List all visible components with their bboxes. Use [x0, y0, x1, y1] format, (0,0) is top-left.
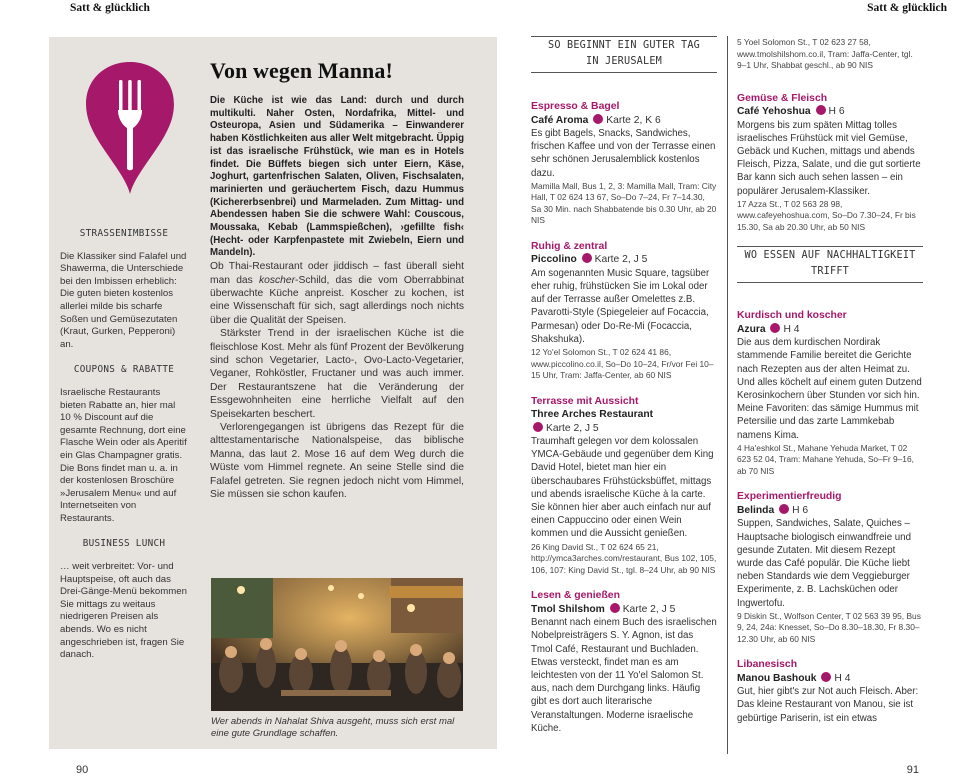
list-item [531, 240, 717, 382]
sidebar-text-coupons: Israelische Restaurants bieten Rabatte an, hier mal 10 % Discount auf die gesamte Rechnung, dort eine Flasche Wein oder als Aperitif ein Glas Champagner gratis. Die Bons findet man u. a. in der kostenlosen Broschüre »Jerusalem Menu« und auf Internetseiten von Restaurants. [60, 386, 187, 524]
article-lead: Die Küche ist wie das Land: durch und durch multikulti. Naher Osten, Nordafrika, Mittel- und Osteuropa, Asien und Südamerika – Einwanderer haben Köstlichkeiten aus aller Welt mitgebracht. Üppig ist das israelische Frühstück, wie man es in Hotels findet. Die Büffets biegen sich unter Eiern, Käse, Joghurt, gartenfrischen Salaten, Oliven, Fischsalaten, marinierten und geräuchertem Fisch, dazu Hummus (Kichererbsenbrei) und Marmeladen. Zum Mittag- und Abendessen haben Sie die schwere Wahl: Couscous, Moussaka, Kebab (Lammspießchen), ›gefillte fish‹ (Hecht- oder Karpfenpastete mit Zwiebeln, Eiern und Mandeln). [210, 95, 464, 259]
map-pin-icon [821, 672, 831, 682]
entry-description: Suppen, Sandwiches, Salate, Quiches – Hauptsache biologisch einwandfreie und gesunde Zutaten. Mit diesem Rezept wurde das Café populär. Die Küche liebt neben Standards wie dem Veggieburger Experimente, z. B. Lachsküchen oder Ingwertofu. [737, 518, 911, 609]
list-item [737, 92, 923, 234]
map-pin-icon [533, 422, 543, 432]
entry-description: Traumhaft gelegen vor dem kolossalen YMCA-Gebäude und gegenüber dem King David Hotel, bietet man hier ein überschaubares Frühstücksbüffet, mittags und abends israelische Küche à la carte. Sie können hier aber auch einfach nur auf einen Cappuccino oder einen Wein kommen und die Aussicht genießen. [531, 436, 714, 540]
running-header-right: Satt & glücklich [867, 2, 947, 14]
entry-category: Gemüse & Fleisch [737, 92, 828, 104]
entry-description: Gut, hier gibt's zur Not auch Fleisch. Aber: Das kleine Restaurant von Manou, sie ist gebürtige Pariserin, ist ein etwas [737, 686, 919, 724]
entry-category: Kurdisch und koscher [737, 310, 847, 322]
box-heading-sustainability: WO ESSEN AUF NACHHALTIGKEIT TRIFFT [737, 246, 923, 283]
list-item [737, 309, 923, 477]
entry-name-line: Café Yehoshua H 6 [737, 106, 845, 117]
map-pin-icon [779, 504, 789, 514]
running-header-left: Satt & glücklich [70, 2, 150, 14]
entry-category: Libanesisch [737, 659, 798, 671]
entry-address: 4 Ha'eshkol St., Mahane Yehuda Market, T 02 623 52 04, Tram: Mahane Yehuda, So–Fr 9–16, ab 70 NIS [737, 442, 914, 476]
box-heading-breakfast: SO BEGINNT EIN GUTER TAG IN JERUSALEM [531, 36, 717, 73]
entry-address: Mamilla Mall, Bus 1, 2, 3: Mamilla Mall, Tram: City Hall, T 02 624 13 67, So–Do 7–24, Fr 7–14.30, Sa 30 Min. nach Shabbatende bis 0.30 Uhr, ab 20 NIS [531, 180, 717, 226]
entry-name-line: Tmol Shilshom Karte 2, J 5 [531, 603, 676, 615]
list-item [737, 658, 923, 725]
entry-category: Terrasse mit Aussicht [531, 395, 639, 407]
article-paragraph-2: Stärkster Trend in der israelischen Küche ist die fleischlose Kost. Mehr als fünf Prozent der Bevölkerung sind schon Vegetarier, Lacto-, Ovo-Lacto-Vegetarier, Veganer, Rohköstler, Fructaner und was auch immer. Der Restaurantszene hat die Veränderung der Essgewohnheiten eine herrliche Vielfalt auf den Speisekarten beschert. [210, 328, 464, 420]
entry-description: Es gibt Bagels, Snacks, Sandwiches, frischen Kaffee und von der Terrasse einen sehr schönen Jerusalemblick kostenlos dazu. [531, 128, 716, 179]
entry-description: Benannt nach einem Buch des israelischen Nobelpreisträgers S. Y. Agnon, ist das Tmol Café, Restaurant und Buchladen. Etwas versteckt, findet man es am leichtesten von der 11 Yo'el Salomon St. aus, nach dem Durchgang links. Häufig gibt es dort auch literarische Veranstaltungen. Moderne israelische Küche. [531, 617, 717, 734]
sidebar-text-business-lunch: … weit verbreitet: Vor- und Hauptspeise, oft auch das Drei-Gänge-Menü bekommen Sie mittags zu weitaus niedrigeren Preisen als abends. Wo es nicht angeschrieben ist, fragen Sie danach. [60, 561, 187, 661]
entry-address: 17 Azza St., T 02 563 28 98, www.cafeyehoshua.com, So–Do 7.30–24, Fr bis 15.30, Sa ab 20.30 Uhr, ab 50 NIS [737, 198, 916, 232]
article [210, 58, 464, 501]
entry-map-line: Karte 2, J 5 [531, 422, 717, 436]
sidebar-heading-coupons: COUPONS & RABATTE [73, 364, 175, 376]
sidebar [60, 228, 188, 675]
sidebar-heading-business-lunch: BUSINESS LUNCH [82, 538, 166, 550]
photo-caption: Wer abends in Nahalat Shiva ausgeht, muss sich erst mal eine gute Grundlage schaffen. [211, 716, 455, 740]
list-item [531, 100, 717, 227]
entry-name-line: Manou Bashouk H 4 [737, 672, 851, 684]
entry-name-line: Café Aroma Karte 2, K 6 [531, 114, 661, 126]
list-item [737, 490, 923, 645]
fork-icon [84, 60, 176, 196]
article-title: Von wegen Manna! [210, 58, 393, 83]
page-number-left: 90 [76, 764, 89, 776]
entry-category: Ruhig & zentral [531, 240, 608, 252]
map-pin-icon [770, 323, 780, 333]
map-pin-icon [593, 114, 603, 124]
column-divider [727, 36, 728, 754]
map-pin-icon [610, 603, 620, 613]
entry-description: Am sogenannten Music Square, tagsüber eher ruhig, frühstücken Sie im Lokal oder auf der Terrasse außer Omelettes z.B. Pavarotti-Style (Spiegeleier auf Focaccia, Parmesan) oder Do-Re-Mi (Focaccia, Shakshuka). [531, 267, 710, 345]
entry-address: 26 King David St., T 02 624 65 21, http://ymca3arches.com/restaurant, Bus 102, 105, 106, 107: King David St., tgl. 8–24 Uhr, ab 90 NIS [531, 541, 717, 575]
page-number-right: 91 [906, 764, 919, 776]
map-pin-icon [582, 253, 592, 263]
sidebar-heading-streetfood: STRASSENIMBISSE [79, 228, 169, 239]
column-b [737, 36, 923, 738]
entry-description: Die aus dem kurdischen Nordirak stammende Familie bereitet die Gerichte nach Rezepten aus der alten Heimat zu. Und alles köchelt auf einem guten Dutzend Kerosinkochern über Stunden vor sich hin. Meine Favoriten: das sämige Hummus mit Petersilie und das zarte Lammkebab namens Kima. [737, 337, 922, 441]
street-dining-photo [211, 578, 463, 711]
sidebar-text-streetfood: Die Klassiker sind Falafel und Shawerma, die Unterschiede bei den Imbissen erheblich: Die guten bieten kostenlos allerlei milde bis scharfe Soßen und Gemüsezutaten (Kraut, Gurken, Pepperoni) an. [60, 250, 187, 350]
entry-name-line: Three Arches Restaurant [531, 409, 654, 421]
column-a [531, 36, 717, 748]
entry-name-line: Piccolino Karte 2, J 5 [531, 254, 648, 266]
entry-address: 12 Yo'el Solomon St., T 02 624 41 86, www.piccolino.co.il, So–Do 10–24, Fr/vor Fei 10–15 Uhr, Tram: Jaffa-Center, ab 60 NIS [531, 347, 714, 381]
article-paragraph-1: Ob Thai-Restaurant oder jiddisch – fast überall sieht man das koscher-Schild, das die vom Oberrabbinat überwachte Küche anpreist. Koscher zu kochen, ist eine Wissenschaft für sich, sagt allerdings noch nichts über die Qualität der Speisen. [210, 261, 464, 326]
entry-description: Morgens bis zum späten Mittag tolles israelisches Frühstück mit viel Gemüse, Gebäck und Kuchen, mittags und abends Fleisch, Pizza, Salate, und die gut sortierte Bar kann sich auch sehen lassen – ein populärer Jerusalem-Klassiker. [737, 119, 921, 197]
list-item [531, 395, 717, 577]
entry-name-line: Belinda H 6 [737, 504, 809, 516]
entry-category: Espresso & Bagel [531, 101, 620, 112]
list-item [531, 589, 717, 735]
entry-address: 9 Diskin St., Wolfson Center, T 02 563 39 95, Bus 9, 24, 24a: Knesset, So–Do 8.30–18.30, Fr 8.30–12.30 Uhr, ab 60 NIS [737, 610, 921, 644]
map-pin-icon [816, 105, 826, 115]
entry-name-line: Azura H 4 [737, 323, 800, 335]
entry-category: Experimentierfreudig [737, 491, 842, 503]
entry-address-continued: 5 Yoel Solomon St., T 02 623 27 58, www.tmolshilshom.co.il, Tram: Jaffa-Center, tgl. 9–1 Uhr, Shabbat geschl., ab 90 NIS [737, 37, 913, 70]
article-paragraph-3: Verlorengegangen ist übrigens das Rezept für die alttestamentarische Nationalspeise, das biblische Manna, das laut 2. Mose 16 auf dem Weg durch die Wüste vom Himmel regnete. An seine Stelle sind die Falafel getreten. Sie regnen jedoch nicht vom Himmel, Sie müssen sie schon kaufen. [210, 422, 464, 501]
entry-category: Lesen & genießen [531, 590, 620, 602]
